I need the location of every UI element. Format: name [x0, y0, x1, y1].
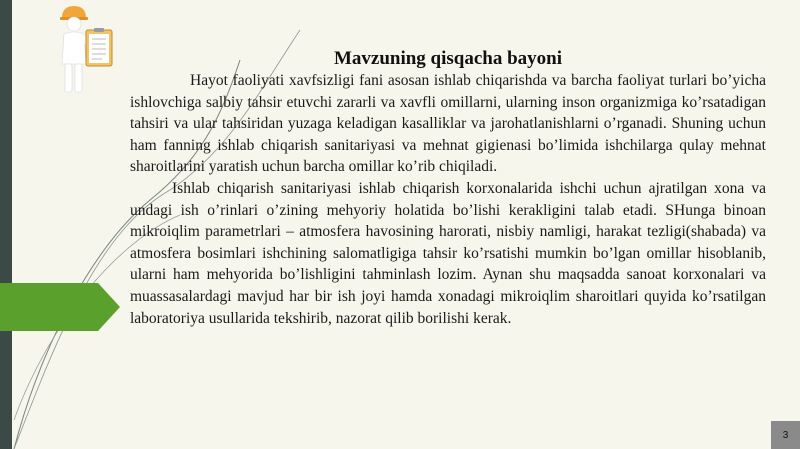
body-paragraph: Ishlab chiqarish sanitariyasi ishlab chiqarish korxonalarida ishchi uchun ajratilgan xona va undagi ish o’rinlari o’zining mehyoriy holatida bo’lishi kerakligini talab etadi. SHunga binoan mikroiqlim parametrlari – atmosfera havosining harorati, nisbiy namligi, harakat tezligi(shabada) va atmosfera bosimlari ishchining salomatligiga tahsir ko’rsatishi mumkin bo’lgan omillar hisoblanib, ularni ham mehyorida bo’lishligini tahminlash lozim. Aynan shu maqsadda sanoat korxonalari va muassasalardagi mavjud har bir ish joyi hamda xonadagi mikroiqlim sharoitlari quyida ko’rsatilgan laboratoriya usullarida tekshirib, nazorat qilib borilishi kerak. [130, 179, 766, 327]
body-paragraph: Hayot faoliyati xavfsizligi fani asosan ishlab chiqarishda va barcha faoliyat turlari bo’yicha ishlovchiga salbiy tahsir etuvchi zararli va xavfli omillarni, ularning inson organizmiga ko’rsatadigan tahsiri va ular tahsiridan yuzaga keladigan kasalliklar va jarohatlanishlarni o’rganadi. Shuning uchun ham fanning ishlab chiqarish sanitariyasi va mehnat gigienasi bo’limida ishchilarga qulay mehnat sharoitlarini yaratish uchun barcha omillar ko’rib chiqiladi. [130, 72, 766, 176]
slide-body [130, 70, 766, 329]
green-arrow-shape [0, 283, 120, 331]
construction-worker-clipboard-icon [56, 2, 116, 98]
slide-title: Mavzuning qisqacha bayoni [333, 48, 563, 69]
page-number: 3 [771, 421, 800, 449]
